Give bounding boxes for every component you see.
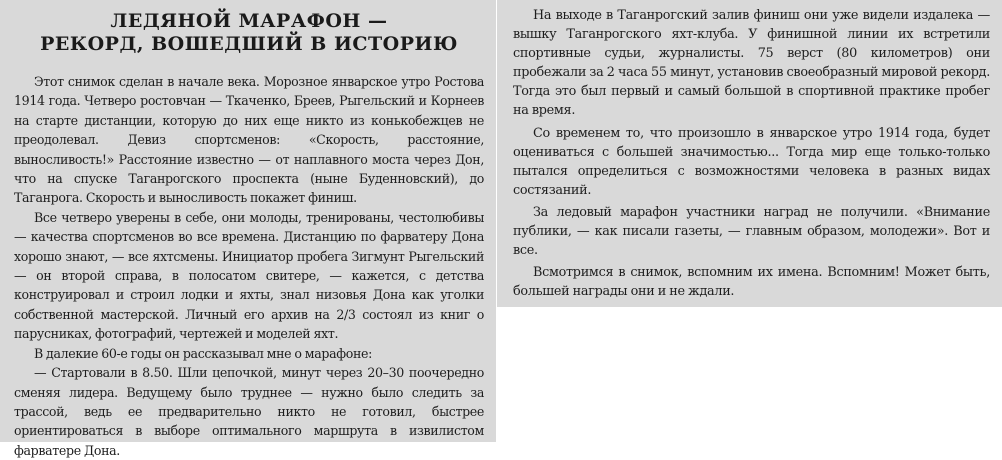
paragraph-significance: Со временем то, что произошло в январское утро 1914 года, будет оцениваться с большей значимостью... Тогда мир еще только-только пытался определиться с возможностями человека в разных видах состязаний. [513, 125, 990, 198]
article-title-line-2: РЕКОРД, ВОШЕДШИЙ В ИСТОРИЮ [40, 33, 458, 55]
paragraph-no-awards: За ледовый марафон участники наград не получили. «Внимание публики, — как писали газеты, — главным образом, молодежи». Вот и все. [513, 204, 990, 259]
right-page [497, 0, 1002, 307]
left-page [0, 0, 496, 458]
right-column [513, 6, 990, 301]
paragraph-sixties: В далекие 60-е годы он рассказывал мне о марафоне: [34, 345, 373, 361]
article-title [14, 10, 484, 56]
paragraph-athletes: Все четверо уверены в себе, они молоды, тренированы, честолюбивы — качества спортсменов во все времена. Дистанцию по фарватеру Дона хорошо знают, — все яхтсмены. Инициатор пробега Зигмунт Рыгельский — он второй справа, в полосатом свитере, — кажется, с детства конструировал и строил лодки и яхты, знал низовья Дона как уголки собственной мастерской. Личный его архив на 2/3 состоял из книг о парусниках, фотографий, чертежей и моделей яхт. [14, 209, 484, 342]
paragraph-finish: На выходе в Таганрогский залив финиш они уже видели издалека — вышку Таганрогского яхт-клуба. У финишной линии их встретили спортивные судьи, журналисты. 75 верст (80 километров) они пробежали за 2 часа 55 минут, установив своеобразный мировой рекорд. Тогда это был первый и самый большой в спортивной практике пробег на время. [513, 8, 990, 119]
paragraph-remember: Всмотримся в снимок, вспомним их имена. Вспомним! Может быть, большей награды они и не ждали. [513, 265, 990, 300]
left-column [14, 72, 484, 460]
article-title-line-1: ЛЕДЯНОЙ МАРАФОН — [110, 10, 388, 32]
paragraph-start-quote: — Стартовали в 8.50. Шли цепочкой, минут через 20–30 поочередно сменяя лидера. Ведущему было труднее — нужно было следить за трассой, ведь ее предварительно никто не готовил, быстрее ориентироваться в выборе оптимального маршрута в извилистом фарватере Дона. [14, 365, 484, 458]
paragraph-photo-description: Этот снимок сделан в начале века. Морозное январское утро Ростова 1914 года. Четверо ростовчан — Ткаченко, Бреев, Рыгельский и Корнеев на старте дистанции, которую до них еще никто из конькобежцев не преодолевал. Девиз спортсменов: «Скорость, расстояние, выносливость!» Расстояние известно — от наплавного моста через Дон, что на спуске Таганрогского проспекта (ныне Буденновский), до Таганрога. Скорость и выносливость покажет финиш. [14, 74, 484, 206]
